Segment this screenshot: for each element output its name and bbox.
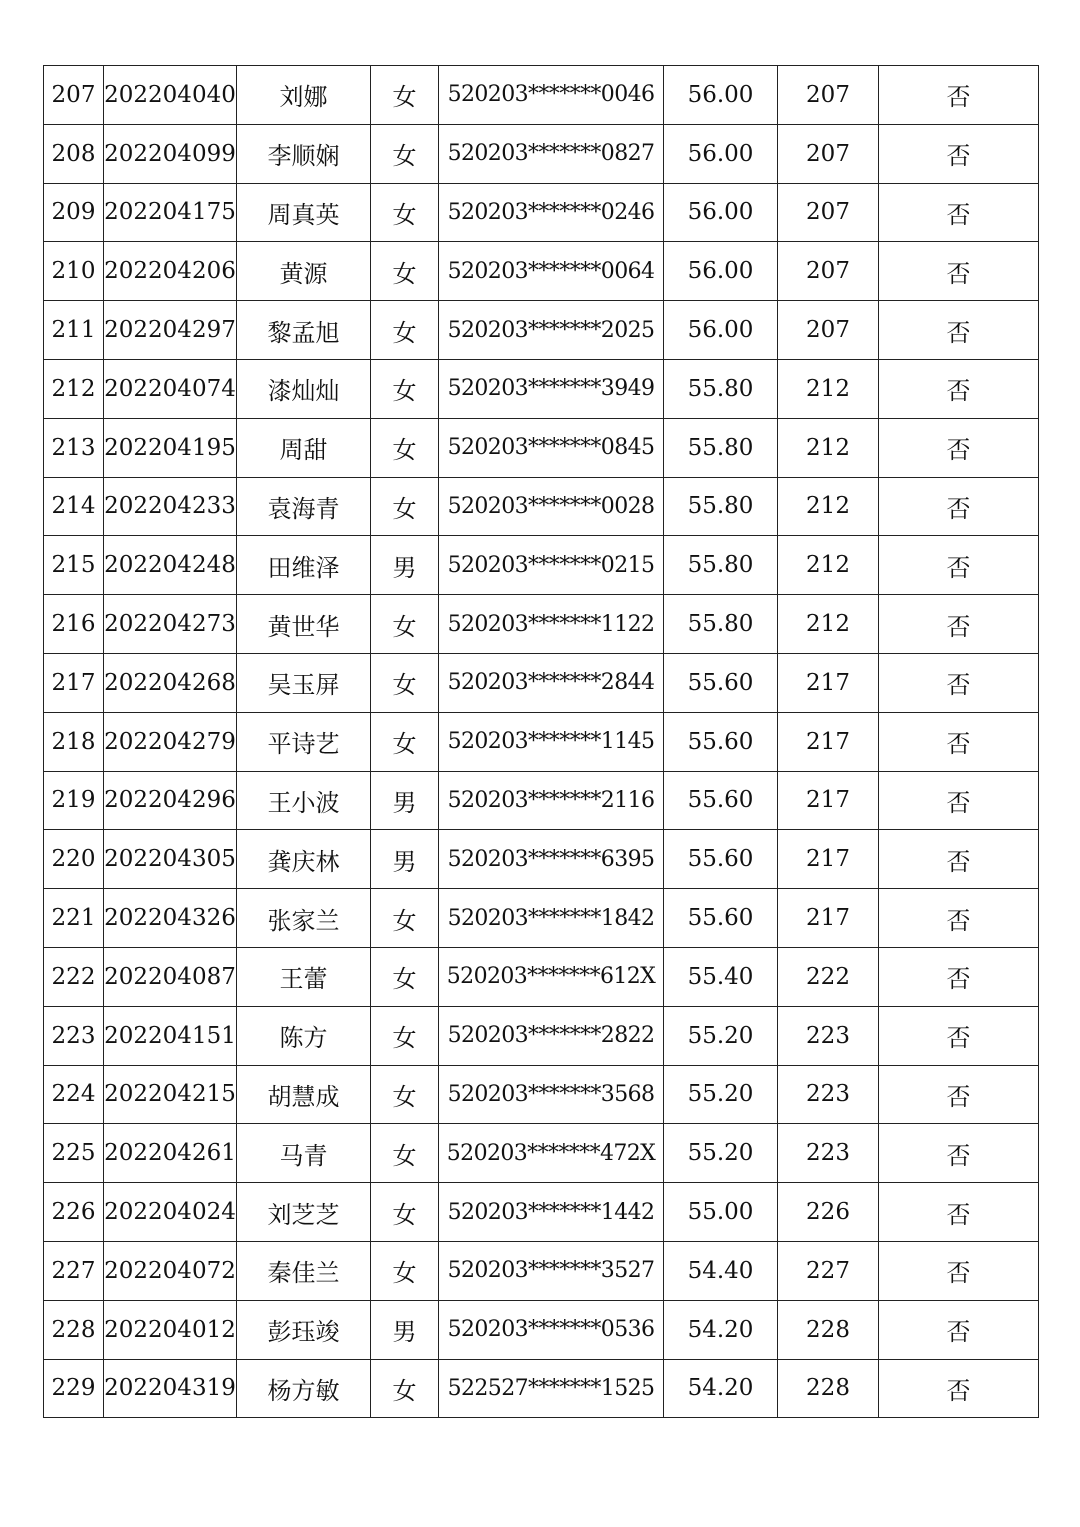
- table-row: [44, 477, 1039, 536]
- gender-cell: 女: [371, 1183, 439, 1242]
- id-number-cell: 520203*******2025: [439, 301, 664, 360]
- seq-cell: 229: [44, 1359, 104, 1418]
- score-cell: 55.80: [664, 418, 778, 477]
- id-number-cell: 520203*******612X: [439, 947, 664, 1006]
- name-cell: 黎孟旭: [237, 301, 371, 360]
- gender-cell: 女: [371, 595, 439, 654]
- score-cell: 55.20: [664, 1065, 778, 1124]
- gender-cell: 女: [371, 1006, 439, 1065]
- exam-number-cell: 202204175: [104, 183, 237, 242]
- exam-number-cell: 202204040: [104, 66, 237, 125]
- gender-cell: 男: [371, 536, 439, 595]
- rank-cell: 212: [778, 359, 879, 418]
- exam-number-cell: 202204273: [104, 595, 237, 654]
- name-cell: 刘娜: [237, 66, 371, 125]
- seq-cell: 225: [44, 1124, 104, 1183]
- flag-cell: 否: [879, 1300, 1039, 1359]
- rank-cell: 207: [778, 183, 879, 242]
- id-number-cell: 520203*******0046: [439, 66, 664, 125]
- rank-cell: 207: [778, 301, 879, 360]
- name-cell: 马青: [237, 1124, 371, 1183]
- gender-cell: 男: [371, 1300, 439, 1359]
- name-cell: 杨方敏: [237, 1359, 371, 1418]
- rank-cell: 212: [778, 595, 879, 654]
- name-cell: 张家兰: [237, 889, 371, 948]
- id-number-cell: 520203*******0246: [439, 183, 664, 242]
- table-row: [44, 1359, 1039, 1418]
- flag-cell: 否: [879, 889, 1039, 948]
- seq-cell: 209: [44, 183, 104, 242]
- name-cell: 李顺娴: [237, 124, 371, 183]
- seq-cell: 214: [44, 477, 104, 536]
- name-cell: 胡慧成: [237, 1065, 371, 1124]
- id-number-cell: 520203*******1842: [439, 889, 664, 948]
- score-cell: 56.00: [664, 301, 778, 360]
- score-cell: 56.00: [664, 242, 778, 301]
- score-cell: 55.00: [664, 1183, 778, 1242]
- name-cell: 漆灿灿: [237, 359, 371, 418]
- rank-cell: 217: [778, 712, 879, 771]
- seq-cell: 223: [44, 1006, 104, 1065]
- flag-cell: 否: [879, 830, 1039, 889]
- seq-cell: 208: [44, 124, 104, 183]
- rank-cell: 207: [778, 124, 879, 183]
- seq-cell: 226: [44, 1183, 104, 1242]
- gender-cell: 女: [371, 242, 439, 301]
- rank-cell: 228: [778, 1359, 879, 1418]
- name-cell: 王蕾: [237, 947, 371, 1006]
- id-number-cell: 520203*******2822: [439, 1006, 664, 1065]
- id-number-cell: 520203*******0028: [439, 477, 664, 536]
- exam-number-cell: 202204206: [104, 242, 237, 301]
- score-cell: 55.80: [664, 595, 778, 654]
- seq-cell: 224: [44, 1065, 104, 1124]
- flag-cell: 否: [879, 1065, 1039, 1124]
- id-number-cell: 520203*******0215: [439, 536, 664, 595]
- exam-number-cell: 202204012: [104, 1300, 237, 1359]
- name-cell: 陈方: [237, 1006, 371, 1065]
- flag-cell: 否: [879, 242, 1039, 301]
- flag-cell: 否: [879, 536, 1039, 595]
- results-body: [44, 66, 1039, 1418]
- name-cell: 周真英: [237, 183, 371, 242]
- id-number-cell: 520203*******3527: [439, 1241, 664, 1300]
- table-row: [44, 830, 1039, 889]
- id-number-cell: 520203*******1145: [439, 712, 664, 771]
- flag-cell: 否: [879, 1241, 1039, 1300]
- table-row: [44, 418, 1039, 477]
- table-row: [44, 889, 1039, 948]
- seq-cell: 213: [44, 418, 104, 477]
- flag-cell: 否: [879, 1183, 1039, 1242]
- exam-number-cell: 202204296: [104, 771, 237, 830]
- seq-cell: 211: [44, 301, 104, 360]
- id-number-cell: 520203*******6395: [439, 830, 664, 889]
- id-number-cell: 522527*******1525: [439, 1359, 664, 1418]
- table-row: [44, 66, 1039, 125]
- flag-cell: 否: [879, 771, 1039, 830]
- flag-cell: 否: [879, 124, 1039, 183]
- table-row: [44, 653, 1039, 712]
- gender-cell: 女: [371, 1065, 439, 1124]
- score-cell: 54.20: [664, 1300, 778, 1359]
- exam-number-cell: 202204072: [104, 1241, 237, 1300]
- exam-number-cell: 202204074: [104, 359, 237, 418]
- score-cell: 55.80: [664, 536, 778, 595]
- gender-cell: 女: [371, 712, 439, 771]
- flag-cell: 否: [879, 183, 1039, 242]
- name-cell: 田维泽: [237, 536, 371, 595]
- score-cell: 54.40: [664, 1241, 778, 1300]
- gender-cell: 女: [371, 183, 439, 242]
- table-row: [44, 183, 1039, 242]
- exam-number-cell: 202204297: [104, 301, 237, 360]
- seq-cell: 222: [44, 947, 104, 1006]
- seq-cell: 216: [44, 595, 104, 654]
- exam-number-cell: 202204151: [104, 1006, 237, 1065]
- id-number-cell: 520203*******0827: [439, 124, 664, 183]
- rank-cell: 217: [778, 653, 879, 712]
- results-table: [43, 65, 1039, 1418]
- exam-number-cell: 202204099: [104, 124, 237, 183]
- table-row: [44, 947, 1039, 1006]
- name-cell: 周甜: [237, 418, 371, 477]
- name-cell: 秦佳兰: [237, 1241, 371, 1300]
- exam-number-cell: 202204268: [104, 653, 237, 712]
- score-cell: 55.60: [664, 712, 778, 771]
- rank-cell: 223: [778, 1124, 879, 1183]
- rank-cell: 207: [778, 242, 879, 301]
- flag-cell: 否: [879, 301, 1039, 360]
- gender-cell: 女: [371, 477, 439, 536]
- seq-cell: 215: [44, 536, 104, 595]
- id-number-cell: 520203*******472X: [439, 1124, 664, 1183]
- table-row: [44, 1241, 1039, 1300]
- flag-cell: 否: [879, 653, 1039, 712]
- score-cell: 56.00: [664, 66, 778, 125]
- rank-cell: 217: [778, 889, 879, 948]
- table-row: [44, 359, 1039, 418]
- flag-cell: 否: [879, 477, 1039, 536]
- score-cell: 55.20: [664, 1124, 778, 1183]
- gender-cell: 女: [371, 124, 439, 183]
- table-row: [44, 124, 1039, 183]
- score-cell: 55.60: [664, 771, 778, 830]
- name-cell: 吴玉屏: [237, 653, 371, 712]
- rank-cell: 207: [778, 66, 879, 125]
- table-row: [44, 1300, 1039, 1359]
- table-row: [44, 1006, 1039, 1065]
- rank-cell: 212: [778, 477, 879, 536]
- score-cell: 55.20: [664, 1006, 778, 1065]
- gender-cell: 女: [371, 418, 439, 477]
- exam-number-cell: 202204261: [104, 1124, 237, 1183]
- flag-cell: 否: [879, 1359, 1039, 1418]
- id-number-cell: 520203*******0536: [439, 1300, 664, 1359]
- name-cell: 彭珏竣: [237, 1300, 371, 1359]
- exam-number-cell: 202204233: [104, 477, 237, 536]
- flag-cell: 否: [879, 595, 1039, 654]
- id-number-cell: 520203*******1122: [439, 595, 664, 654]
- exam-number-cell: 202204087: [104, 947, 237, 1006]
- id-number-cell: 520203*******2844: [439, 653, 664, 712]
- table-row: [44, 301, 1039, 360]
- exam-number-cell: 202204024: [104, 1183, 237, 1242]
- score-cell: 55.60: [664, 889, 778, 948]
- score-cell: 56.00: [664, 183, 778, 242]
- gender-cell: 女: [371, 1359, 439, 1418]
- rank-cell: 228: [778, 1300, 879, 1359]
- id-number-cell: 520203*******3568: [439, 1065, 664, 1124]
- exam-number-cell: 202204326: [104, 889, 237, 948]
- flag-cell: 否: [879, 1124, 1039, 1183]
- seq-cell: 228: [44, 1300, 104, 1359]
- name-cell: 龚庆林: [237, 830, 371, 889]
- exam-number-cell: 202204305: [104, 830, 237, 889]
- name-cell: 王小波: [237, 771, 371, 830]
- seq-cell: 210: [44, 242, 104, 301]
- exam-number-cell: 202204215: [104, 1065, 237, 1124]
- gender-cell: 女: [371, 947, 439, 1006]
- score-cell: 55.40: [664, 947, 778, 1006]
- name-cell: 平诗艺: [237, 712, 371, 771]
- gender-cell: 女: [371, 653, 439, 712]
- gender-cell: 女: [371, 1124, 439, 1183]
- table-row: [44, 536, 1039, 595]
- table-row: [44, 1183, 1039, 1242]
- rank-cell: 222: [778, 947, 879, 1006]
- seq-cell: 221: [44, 889, 104, 948]
- rank-cell: 212: [778, 418, 879, 477]
- rank-cell: 223: [778, 1006, 879, 1065]
- score-cell: 55.60: [664, 653, 778, 712]
- flag-cell: 否: [879, 1006, 1039, 1065]
- id-number-cell: 520203*******0845: [439, 418, 664, 477]
- flag-cell: 否: [879, 66, 1039, 125]
- seq-cell: 227: [44, 1241, 104, 1300]
- gender-cell: 女: [371, 301, 439, 360]
- table-row: [44, 1065, 1039, 1124]
- exam-number-cell: 202204279: [104, 712, 237, 771]
- name-cell: 袁海青: [237, 477, 371, 536]
- exam-number-cell: 202204248: [104, 536, 237, 595]
- rank-cell: 223: [778, 1065, 879, 1124]
- score-cell: 55.60: [664, 830, 778, 889]
- name-cell: 刘芝芝: [237, 1183, 371, 1242]
- rank-cell: 212: [778, 536, 879, 595]
- score-cell: 55.80: [664, 477, 778, 536]
- gender-cell: 女: [371, 66, 439, 125]
- seq-cell: 219: [44, 771, 104, 830]
- table-row: [44, 595, 1039, 654]
- exam-number-cell: 202204195: [104, 418, 237, 477]
- rank-cell: 217: [778, 830, 879, 889]
- gender-cell: 女: [371, 1241, 439, 1300]
- gender-cell: 女: [371, 359, 439, 418]
- id-number-cell: 520203*******1442: [439, 1183, 664, 1242]
- seq-cell: 220: [44, 830, 104, 889]
- seq-cell: 218: [44, 712, 104, 771]
- flag-cell: 否: [879, 947, 1039, 1006]
- id-number-cell: 520203*******3949: [439, 359, 664, 418]
- gender-cell: 男: [371, 771, 439, 830]
- score-cell: 56.00: [664, 124, 778, 183]
- seq-cell: 217: [44, 653, 104, 712]
- score-cell: 54.20: [664, 1359, 778, 1418]
- flag-cell: 否: [879, 359, 1039, 418]
- score-cell: 55.80: [664, 359, 778, 418]
- exam-number-cell: 202204319: [104, 1359, 237, 1418]
- id-number-cell: 520203*******2116: [439, 771, 664, 830]
- id-number-cell: 520203*******0064: [439, 242, 664, 301]
- seq-cell: 212: [44, 359, 104, 418]
- gender-cell: 女: [371, 889, 439, 948]
- name-cell: 黄世华: [237, 595, 371, 654]
- rank-cell: 226: [778, 1183, 879, 1242]
- rank-cell: 217: [778, 771, 879, 830]
- rank-cell: 227: [778, 1241, 879, 1300]
- flag-cell: 否: [879, 712, 1039, 771]
- table-row: [44, 242, 1039, 301]
- gender-cell: 男: [371, 830, 439, 889]
- table-row: [44, 712, 1039, 771]
- flag-cell: 否: [879, 418, 1039, 477]
- seq-cell: 207: [44, 66, 104, 125]
- name-cell: 黄源: [237, 242, 371, 301]
- table-row: [44, 1124, 1039, 1183]
- table-row: [44, 771, 1039, 830]
